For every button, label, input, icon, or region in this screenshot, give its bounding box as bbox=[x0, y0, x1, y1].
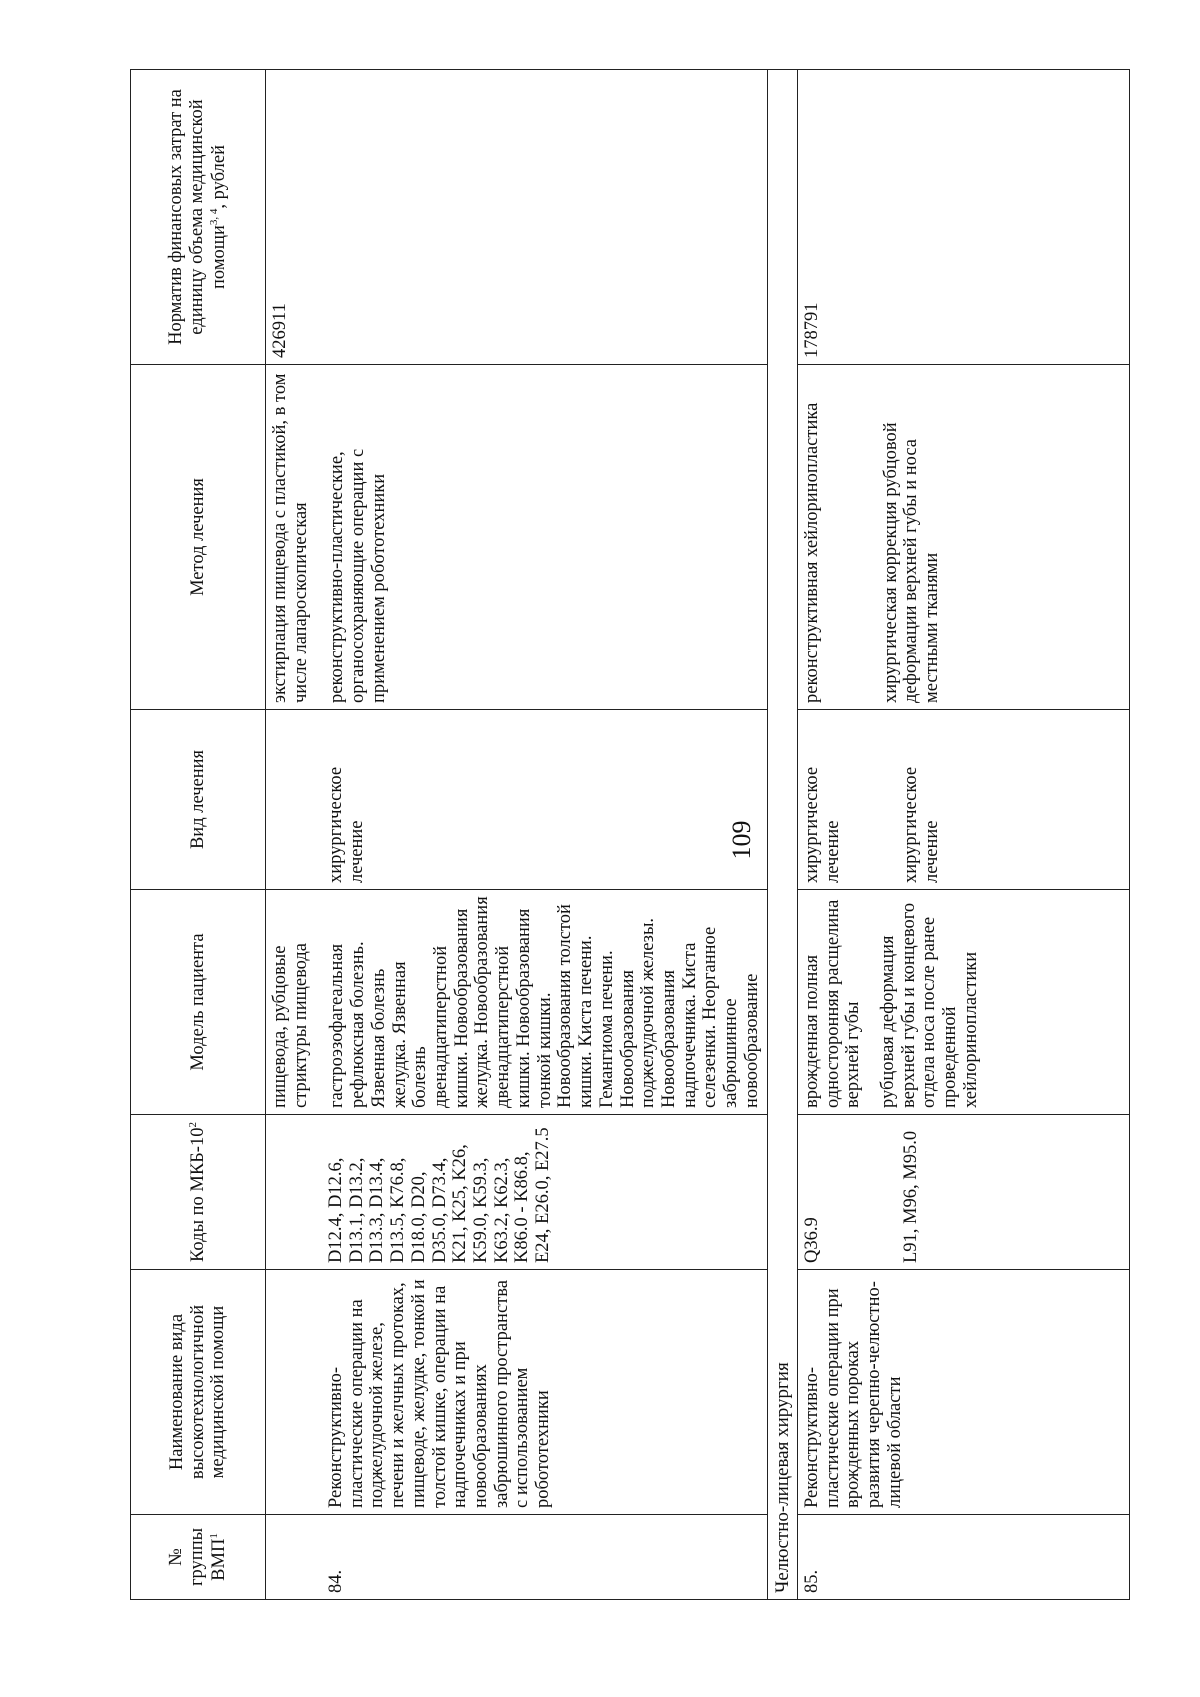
section-row bbox=[767, 70, 797, 1600]
row84-method-cell bbox=[266, 365, 768, 710]
header-kind: Вид лечения bbox=[131, 710, 266, 890]
row85-kind-2: хирургическое лечение bbox=[901, 766, 942, 883]
row85-method-cell bbox=[797, 365, 1129, 710]
row84-num: 84. bbox=[266, 1515, 768, 1600]
row84-model: гастроэзофагеальная рефлюксная болезнь. Язвенная болезнь желудка. Язвенная болезнь двенадцатиперстной кишки. Новообразования желудка. Новообразования двенадцатиперстной кишки. Новообразования тонкой кишки. Новообразования толстой кишки. Киста печени. Гемангиома печени. Новообразования поджелудочной железы. Новообразования надпочечника. Киста селезенки. Неорганное забрюшинное новообразование bbox=[327, 896, 762, 1108]
table-row-84 bbox=[266, 70, 768, 1600]
header-name: Наименование вида высокотехнологичной медицинской помощи bbox=[131, 1270, 266, 1515]
row85-num: 85. bbox=[797, 1515, 1129, 1600]
row-top-method: экстирпация пищевода с пластикой, в том числе лапароскопическая bbox=[270, 373, 311, 703]
table-row-85 bbox=[797, 70, 1129, 1600]
row84-name: Реконструктивно-пластические операции на поджелудочной железе, печени и желчных протоках, пищеводе, желудке, тонкой и толстой кишке, операции на надпочечниках и при новообразованиях забрюшинного пространства с использованием робототехники bbox=[266, 1270, 768, 1515]
header-codes: Коды по МКБ-$10^2$ bbox=[131, 1115, 266, 1270]
rotated-table-sheet bbox=[130, 70, 1130, 1600]
header-model: Модель пациента bbox=[131, 890, 266, 1115]
row85-name: Реконструктивно-пластические операции при врожденных пороках развития черепно-челюстно-лицевой области bbox=[797, 1270, 1129, 1515]
row85-kind-cell bbox=[797, 710, 1129, 890]
row84-cost: 426911 bbox=[266, 70, 768, 365]
row85-model-cell bbox=[797, 890, 1129, 1115]
row85-cost: 178791 bbox=[797, 70, 1129, 365]
vmp-table bbox=[130, 69, 1130, 1600]
row85-codes-cell bbox=[797, 1115, 1129, 1270]
row84-method: реконструктивно-пластические, органосохраняющие операции с применением робототехники bbox=[327, 448, 389, 703]
page-number: 109 bbox=[727, 820, 756, 860]
row85-model-1: врожденная полная односторонняя расщелина верхней губы bbox=[801, 899, 864, 1108]
row85-model-2: рубцовая деформация верхней губы и концевого отдела носа после ранее проведенной хейлоринопластики bbox=[877, 902, 981, 1108]
row85-codes-1: Q36.9 bbox=[801, 1217, 822, 1263]
row85-method-1: реконструктивная хейлоринопластика bbox=[801, 402, 822, 703]
header-num: № группы ВМП$^1$ bbox=[131, 1515, 266, 1600]
row85-codes-2: L91, M96, M95.0 bbox=[900, 1130, 921, 1263]
section-title: Челюстно-лицевая хирургия bbox=[767, 70, 797, 1600]
row85-kind-1: хирургическое лечение bbox=[801, 766, 843, 883]
row84-model-cell bbox=[266, 890, 768, 1115]
header-cost: Норматив финансовых затрат на единицу объема медицинской помощи$^{3, 4}$, рублей bbox=[131, 70, 266, 365]
row84-codes: D12.4, D12.6, D13.1, D13.2, D13.3, D13.4, D13.5, K76.8, D18.0, D20, D35.0, D73.4, K21, K25, K26, K59.0, K59.3, K63.2, K62.3, K86.0 - K86.8, E24, E26.0, E27.5 bbox=[266, 1115, 768, 1270]
row-top-model: пищевода, рубцовые стриктуры пищевода bbox=[270, 942, 311, 1108]
header-method: Метод лечения bbox=[131, 365, 266, 710]
row85-method-2: хирургическая коррекция рубцовой деформации верхней губы и носа местными тканями bbox=[880, 422, 942, 703]
header-row bbox=[131, 70, 266, 1600]
row84-kind: хирургическое лечение bbox=[266, 710, 768, 890]
